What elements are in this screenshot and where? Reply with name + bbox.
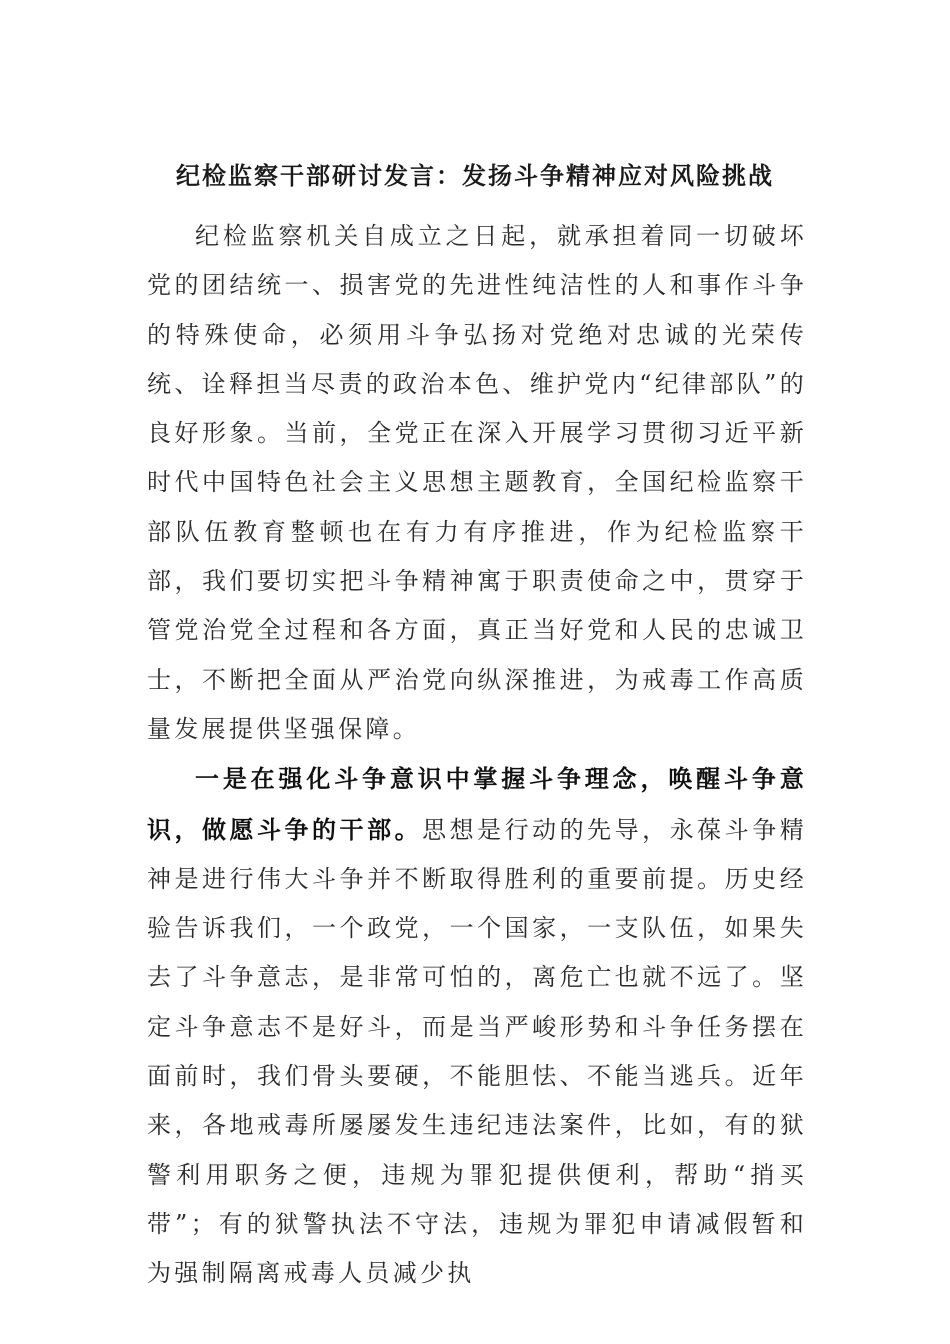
document-body [147, 212, 807, 1299]
paragraph-intro: 纪检监察机关自成立之日起，就承担着同一切破坏党的团结统一、损害党的先进性纯洁性的人和事作斗争的特殊使命，必须用斗争弘扬对党绝对忠诚的光荣传统、诠释担当尽责的政治本色、维护党内“纪律部队”的良好形象。当前，全党正在深入开展学习贯彻习近平新时代中国特色社会主义思想主题教育，全国纪检监察干部队伍教育整顿也在有力有序推进，作为纪检监察干部，我们要切实把斗争精神寓于职责使命之中，贯穿于管党治党全过程和各方面，真正当好党和人民的忠诚卫士，不断把全面从严治党向纵深推进，为戒毒工作高质量发展提供坚强保障。 [147, 222, 807, 743]
paragraph-point-one [147, 754, 807, 1298]
paragraph-point-one-lead: 一是在强化斗争意识中掌握斗争理念，唤醒斗争意识，做愿斗争的干部。 [147, 764, 807, 844]
paragraph-point-one-body: 思想是行动的先导，永葆斗争精神是进行伟大斗争并不断取得胜利的重要前提。历史经验告诉我们，一个政党，一个国家，一支队伍，如果失去了斗争意志，是非常可怕的，离危亡也就不远了。坚定斗争意志不是好斗，而是当严峻形势和斗争任务摆在面前时，我们骨头要硬，不能胆怯、不能当逃兵。近年来，各地戒毒所屡屡发生违纪违法案件，比如，有的狱警利用职务之便，违规为罪犯提供便利，帮助“捎买带”；有的狱警执法不守法，违规为罪犯申请减假暂和为强制隔离戒毒人员减少执 [147, 815, 808, 1288]
document-title: 纪检监察干部研讨发言：发扬斗争精神应对风险挑战 [176, 161, 774, 190]
